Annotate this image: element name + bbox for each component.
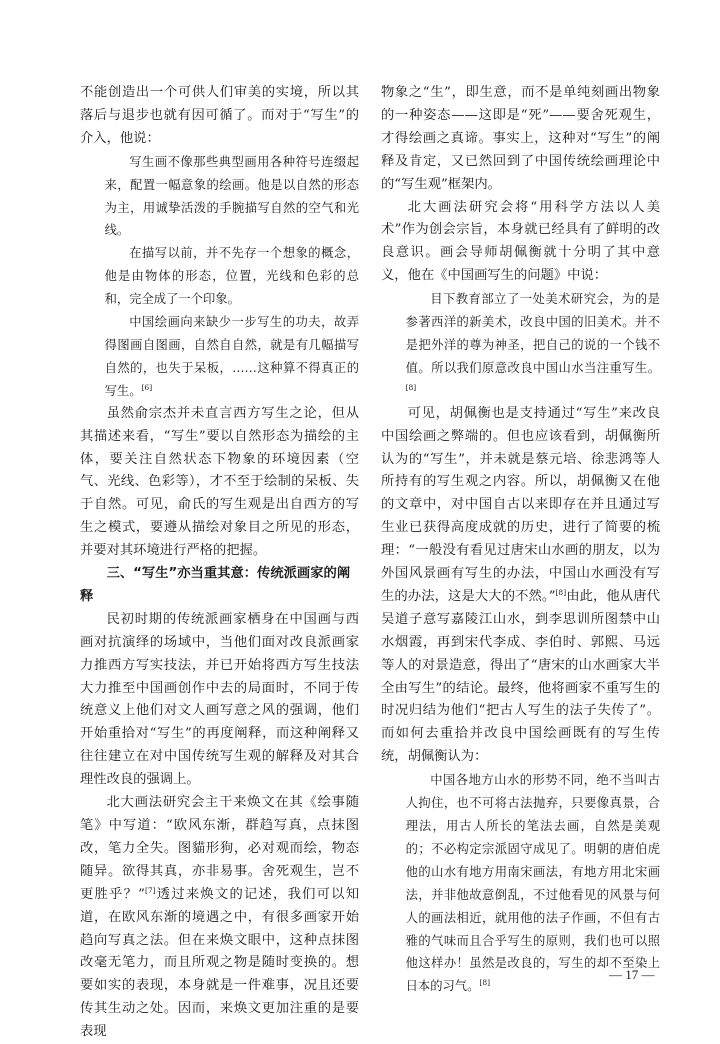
quote-text: 目下教育部立了一处美术研究会，为的是参著西洋的新美术，改良中国的旧美术。并不是把外洋的尊为神圣，把自己的说的一个钱不值。所以我们原意改良中国山水当注重写生。: [405, 292, 660, 375]
paragraph: 物象之“生”，即生意，而不是单纯刻画出物象的一种姿态——这即是“死”——要舍死观生，才得绘画之真谛。事实上，这种对“写生”的阐释及肯定，又已然回到了中国传统绘画理论中的“写生观”框架内。: [381, 85, 660, 192]
paragraph: 北大画法研究会将“用科学方法以人美术”作为创会宗旨，本身就已经具有了鲜明的改良意识。画会导师胡佩衡就十分明了其中意义，他在《中国画写生的问题》中说：: [381, 199, 660, 284]
paragraph: 不能创造出一个可供人们审美的实境，所以其落后与退步也就有因可循了。而对于“写生”的介入，他说：: [80, 85, 359, 146]
block-quote: [105, 311, 359, 403]
quote-text: 中国绘画向来缺少一步写生的功夫，故弄得图画自图画，自然自自然，就是有几幅描写自然的，也失于呆板，……这种算不得真正的写生。: [104, 315, 359, 398]
page-number: — 17 —: [609, 967, 655, 982]
paragraph-text: 北大画法研究会主干来焕文在其《绘事随笔》中写道：“欧风东渐，群趋写真，点抹图改，笔力全失。图貓形狗，必对观而绘，物态随异。欲得其真，亦非易事。舍死观生，岂不更胜乎？”: [80, 795, 359, 902]
block-quote: [406, 769, 660, 998]
left-column: [80, 82, 359, 1044]
paragraph: 虽然俞宗杰并未直言西方写生之论，但从其描述来看，“写生”要以自然形态为描绘的主体，要关注自然状态下物象的环境因素（空气、光线、色彩等），才不至于绘制的呆板、失于自然。可见，俞氏的写生观是出自西方的写生之模式，要遵从描绘对象目之所见的形态，并要对其环境进行严格的把握。: [80, 405, 359, 559]
footnote-ref: [7]: [144, 885, 156, 895]
footnote-ref: [8]: [555, 587, 567, 597]
paragraph: 民初时期的传统派画家栖身在中国画与西画对抗演绎的场域中，当他们面对改良派画家力推西方写实技法，并已开始将西方写生技法大力推至中国画创作中去的局面时，不同于传统意义上他们对文人画写意之风的强调，他们开始重拾对“写生”的再度阐释，而这种阐释又往往建立在对中国传统写生观的解释及对其合理性改良的强调上。: [80, 611, 359, 788]
paragraph: [80, 792, 359, 1044]
section-heading: 三、“写生”亦当重其意：传统派画家的阐释: [80, 566, 351, 604]
paragraph-text: 由此，他从唐代吴道子意写嘉陵江山水，到李思训所图禁中山水烟霞，再到宋代李成、李伯时、郭熙、马远等人的对景造意，得出了“唐宋的山水画家大半全由写生”的结论。最终，他将画家不重写生的时况归结为他们“把古人写生的法子失传了”。而如何去重拾并改良中国绘画既有的写生传统，胡佩衡认为：: [381, 588, 661, 765]
block-quote: 写生画不像那些典型画用各种符号连缀起来，配置一幅意象的绘画。他是以自然的形态为主，用诚挚活泼的手腕描写自然的空气和光线。: [104, 154, 359, 238]
quote-text: 中国各地方山水的形势不同，绝不当叫古人拘住，也不可将古法抛弃，只要像真景，合理法，用古人所长的笔法去画，自然是美观的；不必构定宗派固守成见了。明朝的唐伯虎他的山水有地方用南宋画法，有地方用北宋画法，并非他故意倒乱，不过他看见的风景与何人的画法相近，就用他的法子作画，不但有古雅的气味而且合乎写生的原则，我们也可以照他这样办！虽然是改良的，写生的却不至染上日本的习气。: [405, 773, 660, 994]
block-quote: [406, 288, 660, 403]
right-column: [381, 82, 660, 998]
footnote-ref: [6]: [141, 382, 153, 392]
paragraph-text: 可见，胡佩衡也是支持通过“写生”来改良中国绘画之弊端的。但也应该看到，胡佩衡所认为的“写生”，并未就是蔡元培、徐悲鸿等人所持有的写生观之内容。所以，胡佩衡又在他的文章中，对中国自古以来即存在并且通过写生业已获得高度成就的历史，进行了简要的梳理：“一般没有看见过唐宋山水画的朋友，以为外国风景画有写生的办法，中国山水画没有写生的办法，这是大大的不然。”: [381, 405, 660, 604]
paragraph: [381, 403, 660, 770]
footnote-ref: [8]: [405, 382, 417, 392]
block-quote: 在描写以前，并不先存一个想象的概念，他是由物体的形态，位置，光线和色彩的总和，完全成了一个印象。: [104, 246, 359, 307]
paragraph-text: 透过来焕文的记述，我们可以知道，在欧风东渐的境遇之中，有很多画家开始趋向写真之法。但在来焕文眼中，这种点抹图改毫无笔力，而且所观之物是随时变换的。想要如实的表现，本身就是一件难事，况且还要传其生动之处。因而，来焕文更加注重的是要表现: [80, 886, 359, 1040]
footnote-ref: [8]: [479, 978, 491, 988]
